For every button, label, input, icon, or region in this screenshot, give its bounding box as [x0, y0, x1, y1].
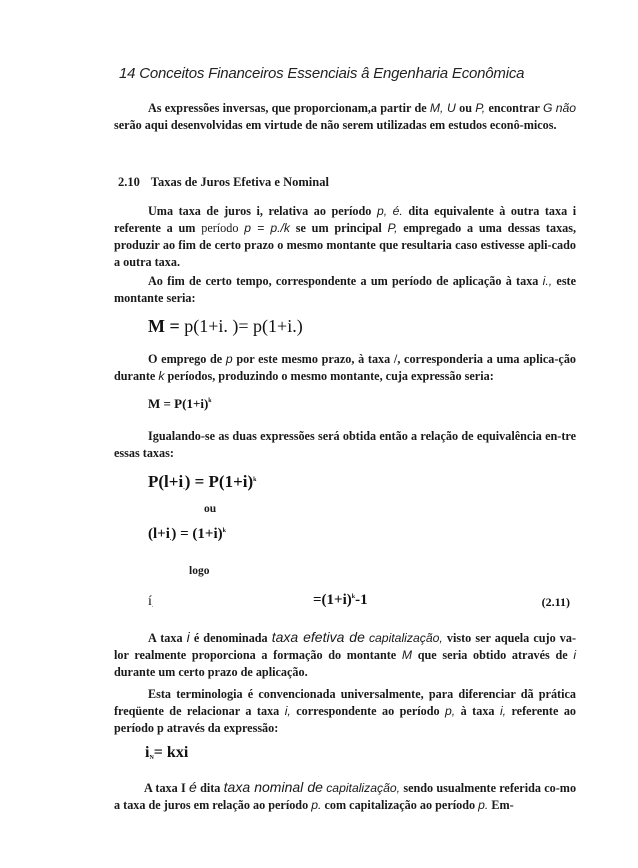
text-run: encontrar — [488, 101, 540, 115]
text-run: p — [157, 721, 164, 735]
paragraph-3 — [114, 351, 576, 385]
text-run: p = p./k — [244, 221, 290, 235]
paragraph-4 — [114, 428, 576, 462]
text-run: p, — [445, 704, 456, 718]
text-run: i., — [542, 274, 553, 288]
section-heading — [118, 175, 329, 190]
text-run: P, — [387, 221, 398, 235]
text-run: ou — [459, 101, 472, 115]
section-title: Taxas de Juros Efetiva e Nominal — [150, 175, 329, 189]
text-run: p, — [376, 204, 388, 218]
text-run: de aplicação à taxa — [436, 274, 539, 288]
text-run: por este mesmo prazo, à taxa /, corresponderia a uma aplica-ção durante — [114, 352, 577, 383]
text-run: sendo usualmente referida co-mo a taxa de juros em relação ao período — [114, 781, 577, 812]
text-run: período — [201, 221, 239, 235]
text-run: i — [186, 629, 190, 645]
equation-2 — [148, 396, 212, 412]
running-header: 14 Conceitos Financeiros Essenciais â Engenharia Econômica — [119, 65, 525, 82]
text-run: período — [392, 274, 432, 288]
text-run: dita — [200, 781, 221, 795]
text-run: p. — [311, 798, 322, 812]
text-run: taxa efetiva de — [271, 629, 365, 645]
equation-lhs: í — [148, 594, 152, 609]
text-run: visto ser aquela cujo va-lor realmente proporciona a formação do montante — [114, 631, 577, 662]
text-run: referente ao período — [114, 704, 577, 735]
text-run: relativa ao — [268, 204, 326, 218]
text-run: períodos, — [167, 369, 216, 383]
equation-lhs: M = — [148, 316, 180, 336]
text-run: i, — [284, 704, 291, 718]
text-run: se um principal — [295, 221, 382, 235]
text-run: é denominada — [193, 631, 268, 645]
equation-part: i — [145, 744, 150, 761]
text-run: à taxa — [460, 704, 495, 718]
paragraph-1 — [114, 203, 576, 271]
equation-body: M = P(1+i) — [148, 396, 209, 411]
equation-3 — [148, 472, 257, 492]
text-run: que seria obtido através de — [417, 648, 568, 662]
text-run: este montante seria: — [114, 274, 577, 305]
text-run: Uma taxa de juros — [148, 204, 251, 218]
text-run: I — [181, 781, 186, 795]
equation-part: (l+i — [148, 526, 170, 542]
equation-part: P(l+i — [148, 472, 184, 491]
text-run: Igualando-se as duas expressões será obtida então a relação de equivalência en-tre essas taxas: — [114, 429, 576, 460]
text-run: A taxa — [148, 631, 183, 645]
text-run: serão aqui desenvolvidas em virtude de não serem utilizadas em estudos econô-micos. — [114, 118, 557, 132]
text-run: durante um certo prazo de aplicação. — [114, 665, 308, 679]
equation-exponent: k — [222, 528, 226, 534]
paragraph-7 — [114, 779, 576, 814]
equation-exponent: k — [253, 477, 257, 483]
connector-ou: ou — [204, 503, 217, 515]
text-run: p. — [478, 798, 489, 812]
text-run: p — [225, 352, 233, 366]
equation-rhs: =(1+i) — [313, 592, 352, 608]
equation-exponent: k — [208, 398, 212, 404]
paragraph-5 — [114, 629, 576, 681]
text-run: é — [189, 779, 197, 795]
text-run: correspondente ao — [296, 704, 395, 718]
equation-6 — [145, 744, 188, 762]
text-run: taxa nominal de — [223, 779, 323, 795]
connector-logo: logo — [189, 565, 210, 577]
equation-part: ) = (1+i) — [171, 526, 223, 542]
text-run: com capitalização ao período — [324, 798, 476, 812]
text-run: i, — [499, 704, 507, 718]
text-run: M — [401, 648, 413, 662]
equation-5-rhs — [313, 592, 368, 609]
equation-exponent: k — [351, 594, 356, 600]
text-run: produzindo o mesmo montante, cuja expressão seria: — [218, 369, 494, 383]
equation-1 — [148, 316, 303, 337]
text-run: Ao fim de certo tempo, correspondente a um — [148, 274, 388, 288]
text-run: através da expressão: — [166, 721, 279, 735]
text-run: Em- — [491, 798, 514, 812]
paragraph-2 — [114, 273, 576, 307]
text-run: As expressões inversas, que proporcionam,a partir de — [148, 101, 427, 115]
equation-rhs: p(1+i. )= p(1+i.) — [184, 316, 303, 336]
text-run: i, — [256, 204, 263, 218]
text-run: G — [542, 101, 553, 115]
text-run: capitalização, — [368, 631, 443, 645]
intro-paragraph — [114, 100, 576, 134]
text-run: A taxa — [144, 781, 178, 795]
text-run: período — [331, 204, 372, 218]
text-run: P, — [475, 101, 486, 115]
text-run: capitalização, — [326, 781, 401, 795]
text-run: k — [158, 369, 165, 383]
equation-subscript: . — [169, 536, 172, 542]
equation-subscript: . — [183, 485, 185, 491]
text-run: não — [555, 101, 577, 115]
equation-subscript: . — [151, 603, 154, 609]
text-run: período — [399, 704, 440, 718]
equation-part: ) = P(1+i) — [184, 472, 254, 491]
text-run: dita equivalente à outra taxa i referente a um — [114, 204, 577, 235]
section-number: 2.10 — [118, 175, 140, 189]
text-run: Esta terminologia é convencionada universalmente, para diferenciar dã prática freqüente de relacionar a taxa — [114, 687, 576, 718]
text-run: é. — [392, 204, 403, 218]
equation-part: -1 — [355, 592, 368, 608]
text-run: O emprego de — [148, 352, 223, 366]
equation-number: (2.11) — [541, 595, 570, 609]
text-run: i — [573, 648, 577, 662]
equation-part: = kxi — [153, 744, 189, 761]
text-run: M, U — [429, 101, 456, 115]
equation-subscript: N — [149, 755, 154, 761]
equation-4 — [148, 526, 226, 543]
equation-5-lhs — [148, 594, 153, 610]
text-run: empregado a uma dessas taxas, produzir ao fim de certo prazo o mesmo montante que resultaria caso estivesse apli-cado a outra taxa. — [114, 221, 577, 269]
paragraph-6 — [114, 686, 576, 737]
